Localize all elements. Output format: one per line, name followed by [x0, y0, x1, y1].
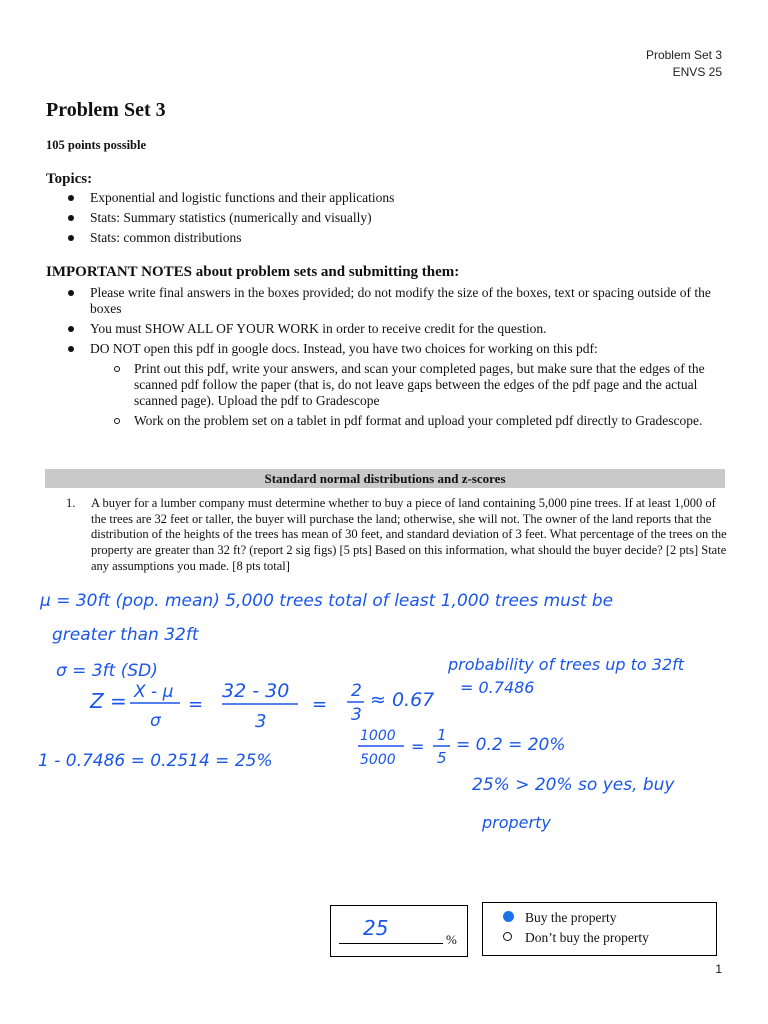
- hw-line-mean: μ = 30ft (pop. mean) 5,000 trees total of least 1,000 trees must be: [40, 591, 614, 611]
- choice-label: Don’t buy the property: [525, 930, 649, 945]
- bullet-icon: [68, 326, 74, 332]
- hw-z-den2: 3: [255, 711, 267, 732]
- handwritten-work: [0, 570, 768, 840]
- hw-z-eq2: =: [312, 694, 328, 715]
- bullet-icon: [68, 195, 74, 201]
- hw-z-eq1: =: [188, 694, 204, 715]
- hw-calc: 1 - 0.7486 = 0.2514 = 25%: [38, 751, 273, 771]
- circle-bullet-icon: [114, 366, 120, 372]
- answer-value: 25: [363, 916, 389, 940]
- hw-z-approx: ≈ 0.67: [370, 689, 435, 711]
- hw-ratio-den2: 5: [437, 749, 447, 767]
- hw-line-sd: σ = 3ft (SD): [56, 661, 158, 681]
- hw-conclusion: 25% > 20% so yes, buy: [472, 775, 675, 795]
- page-number: 1: [715, 962, 722, 976]
- radio-empty-icon[interactable]: [503, 932, 512, 941]
- header-title: Problem Set 3: [645, 48, 722, 62]
- hw-line-greater: greater than 32ft: [52, 625, 199, 645]
- answer-unit: %: [446, 932, 457, 947]
- section-header: Standard normal distributions and z-scores: [45, 469, 725, 488]
- note-subitem: Work on the problem set on a tablet in pdf format and upload your completed pdf directly to Gradescope.: [90, 413, 726, 429]
- notes-list: [46, 285, 726, 433]
- hw-ratio-den: 5000: [360, 752, 396, 768]
- topic-item: Stats: common distributions: [46, 230, 726, 246]
- notes-sublist: [90, 361, 726, 429]
- hw-ratio-rest: = 0.2 = 20%: [456, 735, 566, 755]
- question-text: A buyer for a lumber company must determine whether to buy a piece of land containing 5,000 pine trees. If at least 1,000 of the trees are 32 feet or taller, the buyer will purchase the land; otherwise, she will not. The owner of the land reports that the distribution of the heights of the trees has mean of 30 feet, and standard deviation of 3 feet. What percentage of the trees on the property are greater than 32 ft? (report 2 sig figs) [5 pts] Based on this information, what should the buyer decide? [2 pts] State any assumptions you made. [8 pts total]: [91, 496, 727, 573]
- hw-z-lhs: Z =: [90, 689, 127, 713]
- hw-z-den3: 3: [351, 705, 362, 725]
- note-subitem: Print out this pdf, write your answers, and scan your completed pages, but make sure that the edges of the scanned pdf follow the paper (that is, do not leave gaps between the edges of the pdf page and the actual scanned page). Upload the pdf to Gradescope: [90, 361, 726, 409]
- bullet-icon: [68, 215, 74, 221]
- hw-z-num3: 2: [351, 681, 362, 701]
- radio-selected-icon[interactable]: [503, 911, 514, 922]
- hw-z-num2: 32 - 30: [222, 680, 290, 702]
- hw-ratio-num2: 1: [437, 726, 447, 744]
- bullet-icon: [68, 290, 74, 296]
- topics-heading: Topics:: [46, 171, 93, 187]
- page-title: Problem Set 3: [46, 99, 166, 121]
- note-item: You must SHOW ALL OF YOUR WORK in order to receive credit for the question.: [46, 321, 726, 337]
- page-header: [646, 47, 722, 81]
- bullet-icon: [68, 235, 74, 241]
- hw-conclusion-2: property: [482, 813, 551, 832]
- question-number: 1.: [66, 496, 76, 510]
- bullet-icon: [68, 346, 74, 352]
- hw-ratio-num: 1000: [360, 728, 396, 744]
- hw-prob-label: probability of trees up to 32ft: [448, 655, 685, 674]
- hw-z-num1: X - μ: [134, 682, 174, 702]
- answer-underline: [339, 943, 443, 944]
- header-course: ENVS 25: [672, 65, 722, 79]
- points-possible: 105 points possible: [46, 138, 147, 152]
- topic-item: Exponential and logistic functions and their applications: [46, 190, 726, 206]
- notes-heading: IMPORTANT NOTES about problem sets and submitting them:: [46, 264, 460, 280]
- hw-z-den1: σ: [150, 711, 161, 731]
- note-item: DO NOT open this pdf in google docs. Instead, you have two choices for working on this pdf: Print out this pdf, write your answers, and scan your completed pages, but make sure that the edges of the scanned pdf follow the paper (that is, do not leave gaps between the edges of the pdf page and the actual scanned page). Upload the pdf to Gradescope Work on the problem set on a tablet in pdf format and upload your completed pdf directly to Gradescope.: [46, 341, 726, 429]
- decision-choice-box: [482, 902, 717, 956]
- hw-prob-value: = 0.7486: [460, 678, 535, 697]
- percent-answer-box[interactable]: [330, 905, 468, 957]
- topic-item: Stats: Summary statistics (numerically and visually): [46, 210, 726, 226]
- circle-bullet-icon: [114, 418, 120, 424]
- note-item: Please write final answers in the boxes provided; do not modify the size of the boxes, text or spacing outside of the boxes: [46, 285, 726, 317]
- choice-label: Buy the property: [525, 910, 617, 925]
- hw-ratio-eq: =: [411, 737, 425, 756]
- topics-list: [46, 190, 726, 250]
